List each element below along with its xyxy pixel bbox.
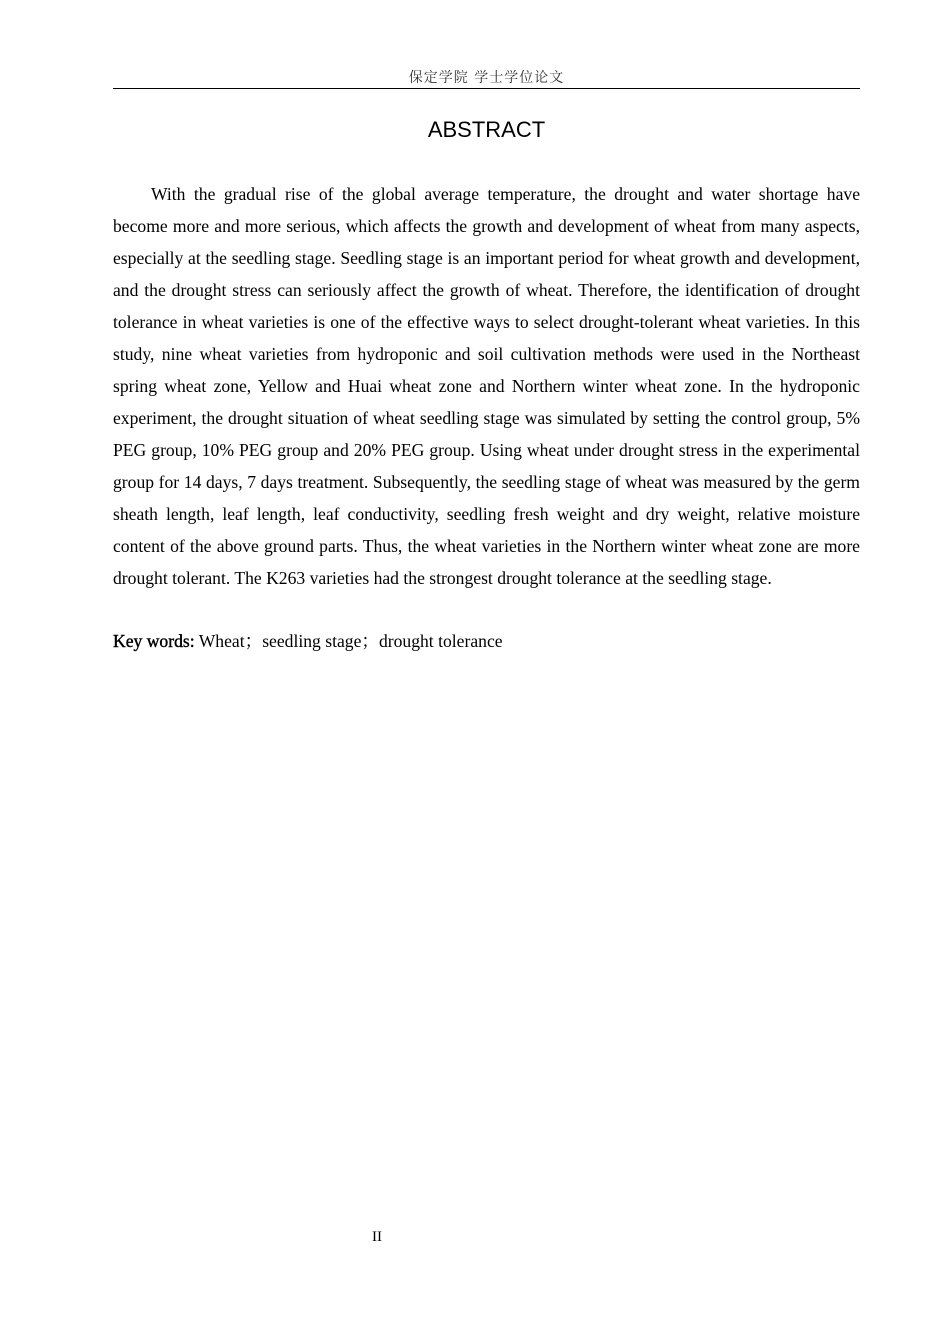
keywords-label: Key words: [113, 631, 195, 651]
page-number: II [372, 1229, 382, 1245]
abstract-body: With the gradual rise of the global average temperature, the drought and water shortage have become more and more serious, which affects the growth and development of wheat from many aspects, especially at the seedling stage. Seedling stage is an important period for wheat growth and development, and the drought stress can seriously affect the growth of wheat. Therefore, the identification of drought tolerance in wheat varieties is one of the effective ways to select drought-tolerant wheat varieties. In this study, nine wheat varieties from hydroponic and soil cultivation methods were used in the Northeast spring wheat zone, Yellow and Huai wheat zone and Northern winter wheat zone. In the hydroponic experiment, the drought situation of wheat seedling stage was simulated by setting the control group, 5% PEG group, 10% PEG group and 20% PEG group. Using wheat under drought stress in the experimental group for 14 days, 7 days treatment. Subsequently, the seedling stage of wheat was measured by the germ sheath length, leaf length, leaf conductivity, seedling fresh weight and dry weight, relative moisture content of the above ground parts. Thus, the wheat varieties in the Northern winter wheat zone are more drought tolerant. The K263 varieties had the strongest drought tolerance at the seedling stage. [113, 184, 860, 588]
page-title: ABSTRACT [427, 117, 546, 142]
page-header: 保定学院 学士学位论文 [113, 68, 860, 89]
keywords-line [113, 625, 860, 657]
keywords-value: Wheat；seedling stage；drought tolerance [194, 631, 503, 651]
